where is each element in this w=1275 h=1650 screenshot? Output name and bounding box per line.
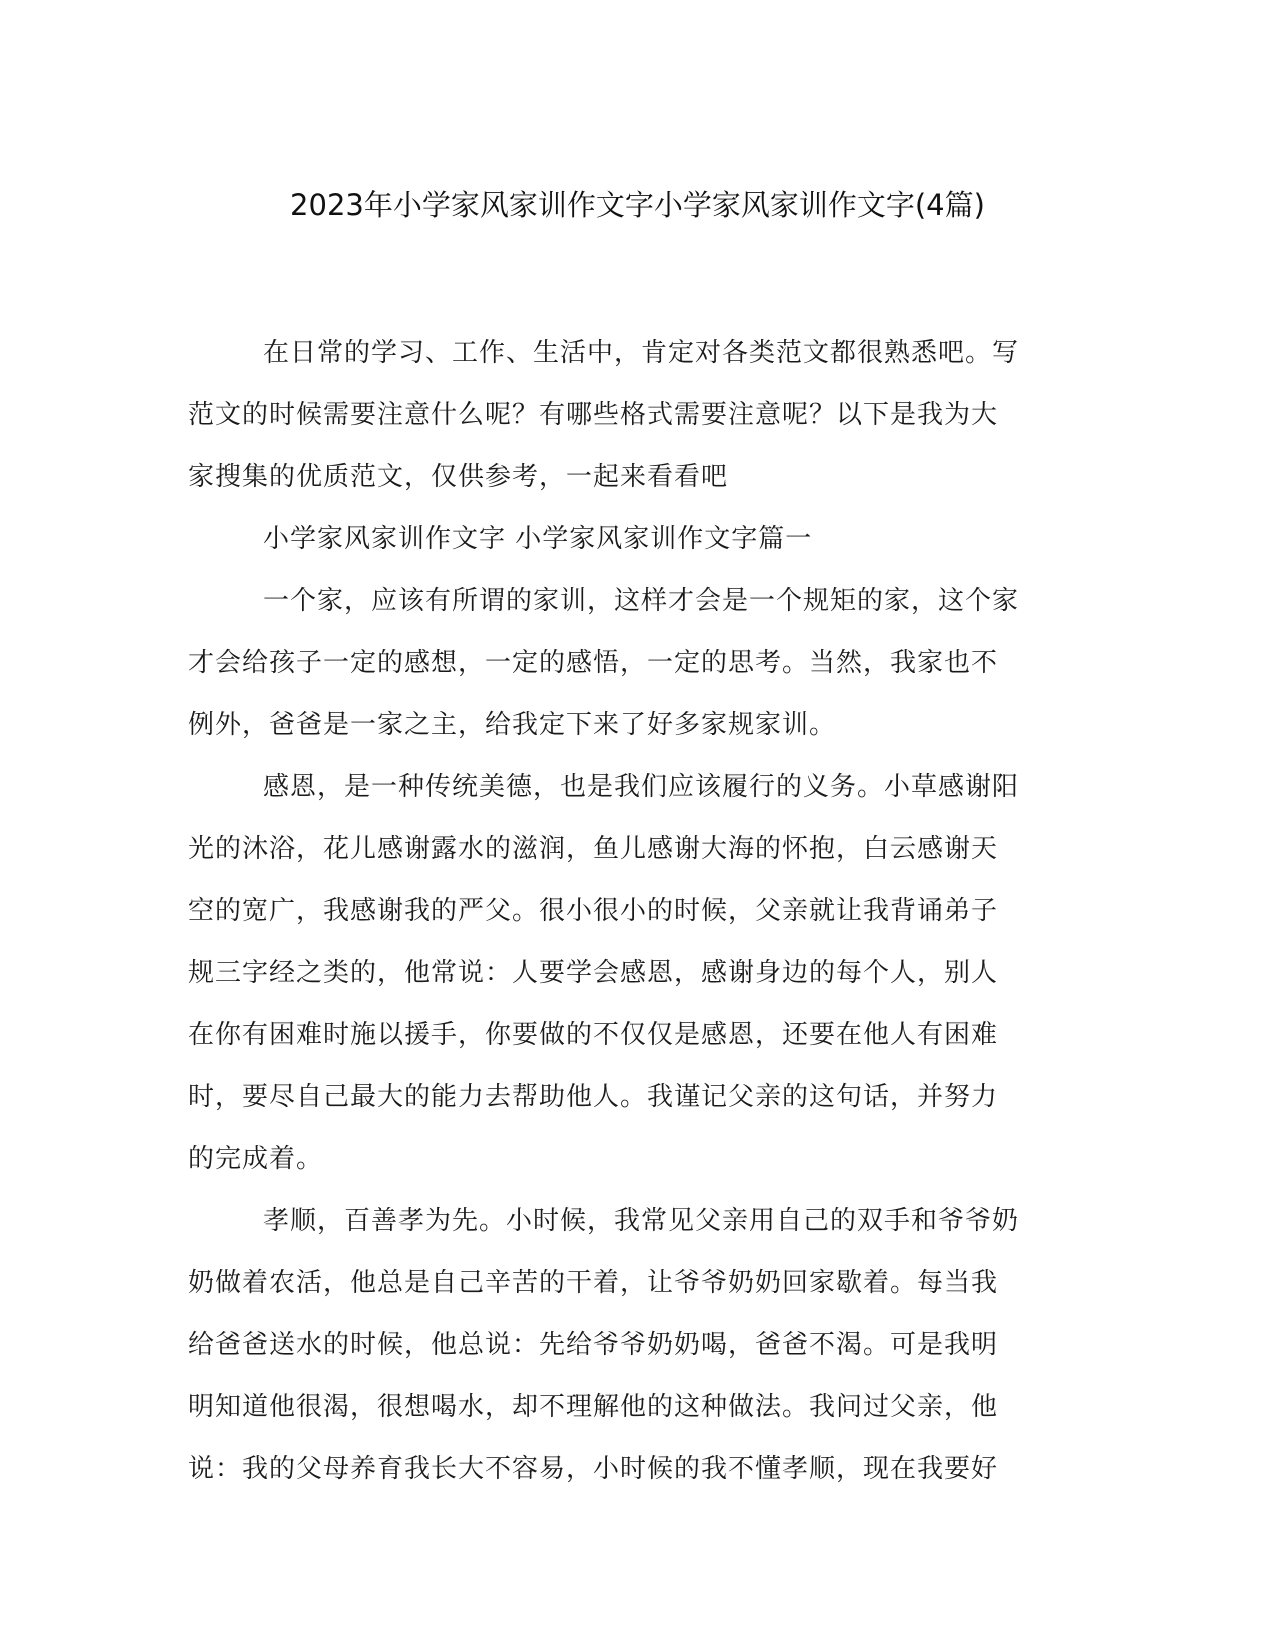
text-line: 在你有困难时施以援手，你要做的不仅仅是感恩，还要在他人有困难: [188, 1020, 999, 1050]
document-title: 2023年小学家风家训作文字小学家风家训作文字(4篇): [290, 188, 985, 222]
document-body: [188, 322, 1068, 1500]
text-line: 一个家，应该有所谓的家训，这样才会是一个规矩的家，这个家: [263, 586, 1020, 616]
text-line: 明知道他很渴，很想喝水，却不理解他的这种做法。我问过父亲，他: [188, 1392, 999, 1422]
paragraph-gratitude: [188, 756, 1068, 1190]
text-line: 规三字经之类的，他常说：人要学会感恩，感谢身边的每个人，别人: [188, 958, 999, 988]
section-heading: [188, 508, 1068, 570]
paragraph-filial-piety: [188, 1190, 1068, 1500]
text-line: 光的沐浴，花儿感谢露水的滋润，鱼儿感谢大海的怀抱，白云感谢天: [188, 834, 999, 864]
text-line: 说：我的父母养育我长大不容易，小时候的我不懂孝顺，现在我要好: [188, 1454, 999, 1484]
text-line: 奶做着农活，他总是自己辛苦的干着，让爷爷奶奶回家歇着。每当我: [188, 1268, 999, 1298]
text-line: 孝顺，百善孝为先。小时候，我常见父亲用自己的双手和爷爷奶: [263, 1206, 1020, 1236]
text-line: 在日常的学习、工作、生活中，肯定对各类范文都很熟悉吧。写: [263, 338, 1020, 368]
text-line: 空的宽广，我感谢我的严父。很小很小的时候，父亲就让我背诵弟子: [188, 896, 999, 926]
text-line: 家搜集的优质范文，仅供参考，一起来看看吧: [188, 462, 729, 492]
paragraph-intro: [188, 322, 1068, 508]
paragraph-family-rules: [188, 570, 1068, 756]
text-line: 的完成着。: [188, 1144, 324, 1174]
text-line: 小学家风家训作文字 小学家风家训作文字篇一: [263, 524, 813, 554]
text-line: 时，要尽自己最大的能力去帮助他人。我谨记父亲的这句话，并努力: [188, 1082, 999, 1112]
text-line: 感恩，是一种传统美德，也是我们应该履行的义务。小草感谢阳: [263, 772, 1020, 802]
text-line: 例外，爸爸是一家之主，给我定下来了好多家规家训。: [188, 710, 837, 740]
text-line: 范文的时候需要注意什么呢？有哪些格式需要注意呢？以下是我为大: [188, 400, 999, 430]
text-line: 给爸爸送水的时候，他总说：先给爷爷奶奶喝，爸爸不渴。可是我明: [188, 1330, 999, 1360]
text-line: 才会给孩子一定的感想，一定的感悟，一定的思考。当然，我家也不: [188, 648, 999, 678]
